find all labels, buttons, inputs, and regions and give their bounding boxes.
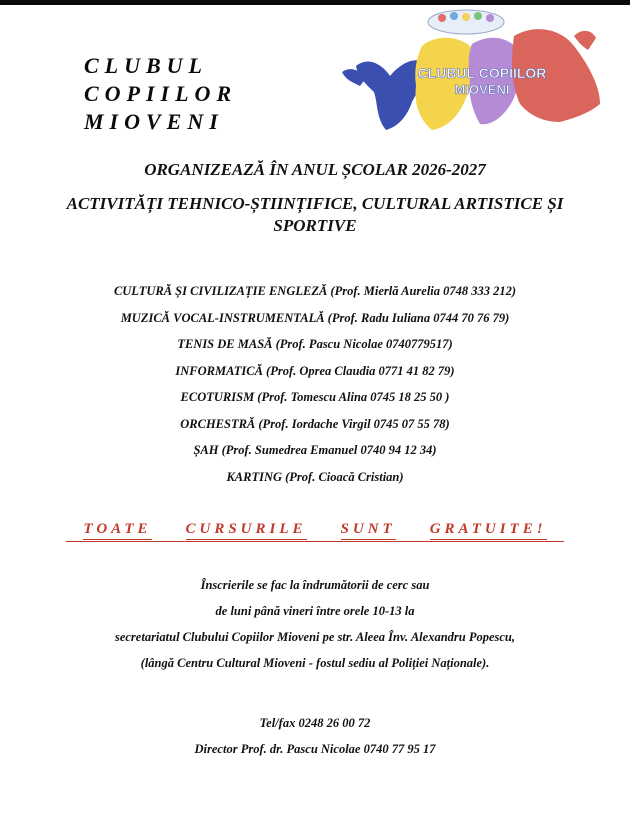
enrollment-line-4: (lângă Centru Cultural Mioveni - fostul sediu al Poliției Naționale). (140, 656, 490, 670)
free-courses-notice (0, 521, 630, 542)
club-name-line-1: CLUBUL (84, 53, 208, 78)
course-item: ȘAH (Prof. Sumedrea Emanuel 0740 94 12 34) (193, 443, 437, 457)
free-courses-underline (66, 521, 563, 542)
enrollment-info (0, 575, 630, 679)
logo-text-line-1: CLUBUL COPIILOR (417, 65, 547, 81)
enrollment-line-3: secretariatul Clubului Copiilor Mioveni pe str. Aleea Înv. Alexandru Popescu, (114, 630, 516, 644)
club-name-line-2: COPIILOR (84, 81, 238, 106)
course-item: CULTURĂ ȘI CIVILIZAȚIE ENGLEZĂ (Prof. Mierlă Aurelia 0748 333 212) (113, 284, 517, 298)
logo-text-line-2: MIOVENI (454, 82, 510, 97)
club-logo (338, 6, 604, 136)
red-arm-shape (574, 31, 596, 50)
course-item: ECOTURISM (Prof. Tomescu Alina 0745 18 25 50 ) (180, 390, 450, 404)
blue-figure-shape (356, 60, 426, 130)
course-item: KARTING (Prof. Cioacă Cristian) (226, 469, 404, 484)
top-bar (0, 0, 630, 5)
phone-fax: Tel/fax 0248 26 00 72 (259, 716, 371, 730)
free-word-1: TOATE (83, 521, 151, 540)
course-list (0, 281, 630, 493)
subheadline: ACTIVITĂȚI TEHNICO-ȘTIINȚIFICE, CULTURAL ARTISTICE ȘI SPORTIVE (66, 194, 564, 235)
children-icon (428, 10, 504, 34)
free-word-3: SUNT (341, 521, 396, 540)
headline: ORGANIZEAZĂ ÎN ANUL ȘCOLAR 2026-2027 (144, 160, 486, 179)
course-item: TENIS DE MASĂ (Prof. Pascu Nicolae 0740779517) (177, 337, 453, 351)
club-name (84, 52, 237, 136)
course-item: INFORMATICĂ (Prof. Oprea Claudia 0771 41 82 79) (175, 363, 455, 378)
contact-info (0, 713, 630, 765)
free-word-2: CURSURILE (186, 521, 307, 540)
director-line: Director Prof. dr. Pascu Nicolae 0740 77 95 17 (194, 742, 436, 756)
enrollment-line-2: de luni până vineri între orele 10-13 la (215, 604, 415, 618)
enrollment-line-1: Înscrierile se fac la îndrumătorii de cerc sau (200, 578, 430, 592)
course-item: ORCHESTRĂ (Prof. Iordache Virgil 0745 07 55 78) (180, 416, 450, 431)
course-item: MUZICĂ VOCAL-INSTRUMENTALĂ (Prof. Radu Iuliana 0744 70 76 79) (120, 310, 510, 325)
club-name-line-3: MIOVENI (84, 109, 224, 134)
free-word-4: GRATUITE! (430, 521, 547, 540)
